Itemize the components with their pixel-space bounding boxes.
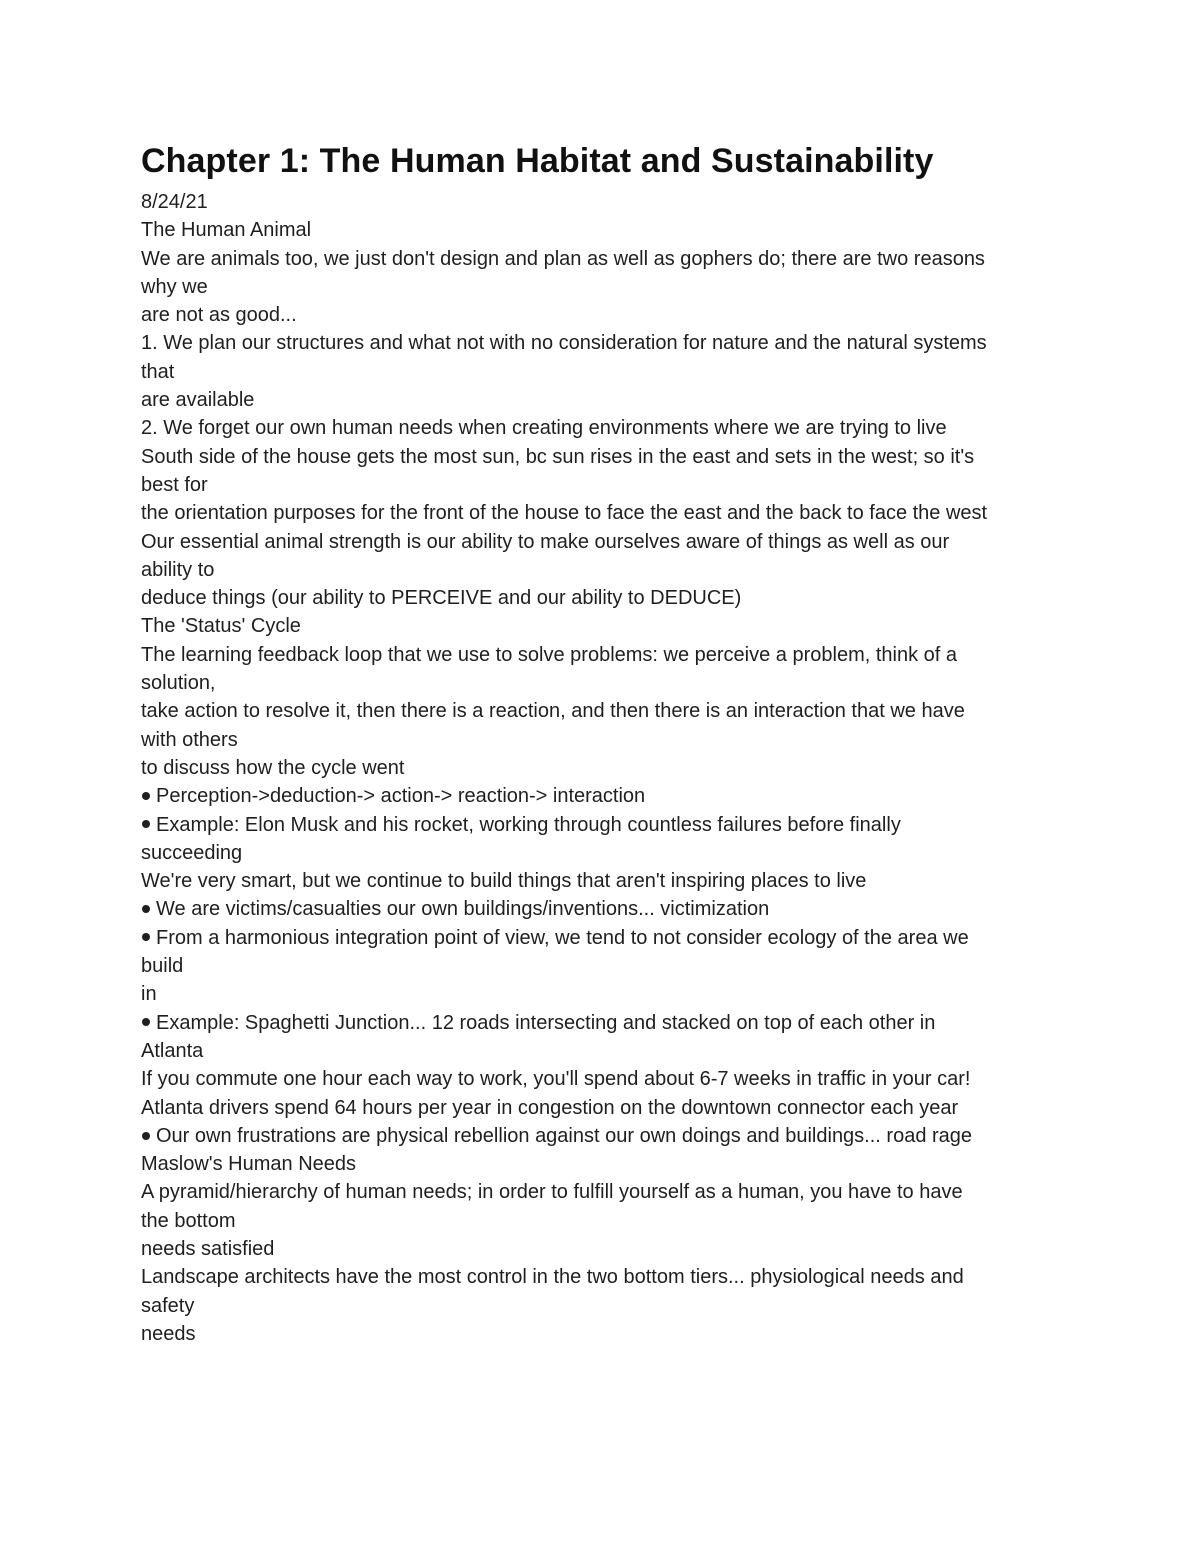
text-line	[141, 1065, 1071, 1093]
text-line	[141, 358, 1071, 386]
line-text: best for	[141, 473, 208, 496]
text-line	[141, 867, 1071, 895]
line-text: in	[141, 983, 157, 1006]
line-text: We are victims/casualties our own buildings/inventions... victimization	[156, 898, 770, 921]
line-text: Atlanta	[141, 1039, 204, 1062]
text-line	[141, 188, 1071, 216]
text-line	[141, 443, 1071, 471]
text-line	[141, 1178, 1071, 1206]
text-line	[141, 839, 1071, 867]
bullet-dot-icon	[142, 933, 150, 941]
bullet-dot-icon	[142, 1018, 150, 1026]
text-line	[141, 301, 1071, 329]
text-line	[141, 612, 1071, 640]
line-text: safety	[141, 1294, 195, 1317]
line-text: Our essential animal strength is our ability to make ourselves aware of things as well as our	[141, 530, 950, 553]
line-text: If you commute one hour each way to work, you'll spend about 6-7 weeks in traffic in your car!	[141, 1068, 971, 1091]
line-text: are available	[141, 389, 255, 412]
text-line	[141, 1235, 1071, 1263]
line-text: build	[141, 955, 184, 978]
text-line	[141, 216, 1071, 244]
line-text: that	[141, 360, 175, 383]
bullet-dot-icon	[142, 792, 150, 800]
text-line	[141, 528, 1071, 556]
line-text: take action to resolve it, then there is a reaction, and then there is an interaction that we have	[141, 700, 965, 723]
bullet-dot-icon	[142, 820, 150, 828]
bullet-dot-icon	[142, 905, 150, 913]
line-text: We are animals too, we just don't design and plan as well as gophers do; there are two reasons	[141, 247, 985, 270]
text-line	[141, 584, 1071, 612]
text-line	[141, 754, 1071, 782]
text-line	[141, 1263, 1071, 1291]
line-text: ability to	[141, 558, 215, 581]
text-line	[141, 952, 1071, 980]
line-text: Example: Elon Musk and his rocket, working through countless failures before finally	[156, 813, 901, 836]
text-line	[141, 1037, 1071, 1065]
document-title: Chapter 1: The Human Habitat and Sustainability	[141, 142, 934, 180]
text-line	[141, 1207, 1071, 1235]
bullet-line	[141, 924, 1071, 952]
text-line	[141, 556, 1071, 584]
text-line	[141, 980, 1071, 1008]
bullet-line	[141, 1009, 1071, 1037]
line-text: From a harmonious integration point of view, we tend to not consider ecology of the area we	[156, 926, 969, 949]
text-line	[141, 414, 1071, 442]
text-line	[141, 471, 1071, 499]
document-lines	[141, 188, 1071, 1348]
line-text: the bottom	[141, 1209, 236, 1232]
text-line	[141, 499, 1071, 527]
document-body	[141, 140, 1071, 1348]
line-text: the orientation purposes for the front of the house to face the east and the back to face the west	[141, 502, 988, 525]
text-line	[141, 697, 1071, 725]
line-text: Example: Spaghetti Junction... 12 roads intersecting and stacked on top of each other in	[156, 1011, 936, 1034]
line-text: A pyramid/hierarchy of human needs; in order to fulfill yourself as a human, you have to have	[141, 1181, 963, 1204]
text-line	[141, 1094, 1071, 1122]
text-line	[141, 726, 1071, 754]
line-text: 1. We plan our structures and what not with no consideration for nature and the natural systems	[141, 332, 987, 355]
line-text: succeeding	[141, 841, 243, 864]
line-text: The Human Animal	[141, 219, 312, 242]
text-line	[141, 329, 1071, 357]
line-text: Landscape architects have the most control in the two bottom tiers... physiological needs and	[141, 1266, 964, 1289]
line-text: The 'Status' Cycle	[141, 615, 301, 638]
line-text: are not as good...	[141, 304, 297, 327]
line-text: needs satisfied	[141, 1237, 275, 1260]
line-text: 2. We forget our own human needs when creating environments where we are trying to live	[141, 417, 947, 440]
text-line	[141, 386, 1071, 414]
bullet-line	[141, 811, 1071, 839]
line-text: solution,	[141, 672, 216, 695]
line-text: with others	[141, 728, 238, 751]
bullet-line	[141, 895, 1071, 923]
line-text: to discuss how the cycle went	[141, 756, 405, 779]
text-line	[141, 641, 1071, 669]
text-line	[141, 245, 1071, 273]
bullet-line	[141, 1122, 1071, 1150]
line-text: We're very smart, but we continue to build things that aren't inspiring places to live	[141, 870, 867, 893]
text-line	[141, 273, 1071, 301]
line-text: 8/24/21	[141, 191, 208, 213]
bullet-line	[141, 782, 1071, 810]
line-text: needs	[141, 1322, 196, 1345]
line-text: The learning feedback loop that we use to solve problems: we perceive a problem, think of a	[141, 643, 958, 666]
line-text: deduce things (our ability to PERCEIVE and our ability to DEDUCE)	[141, 587, 742, 610]
text-line	[141, 669, 1071, 697]
line-text: Maslow's Human Needs	[141, 1153, 357, 1176]
line-text: Our own frustrations are physical rebellion against our own doings and buildings... road rage	[156, 1124, 973, 1147]
line-text: Perception->deduction-> action-> reaction-> interaction	[156, 785, 646, 808]
text-line	[141, 1320, 1071, 1348]
bullet-dot-icon	[142, 1132, 150, 1140]
text-line	[141, 1292, 1071, 1320]
line-text: why we	[141, 275, 208, 298]
line-text: South side of the house gets the most sun, bc sun rises in the east and sets in the west; so it's	[141, 445, 975, 468]
text-line	[141, 1150, 1071, 1178]
line-text: Atlanta drivers spend 64 hours per year in congestion on the downtown connector each year	[141, 1096, 959, 1119]
